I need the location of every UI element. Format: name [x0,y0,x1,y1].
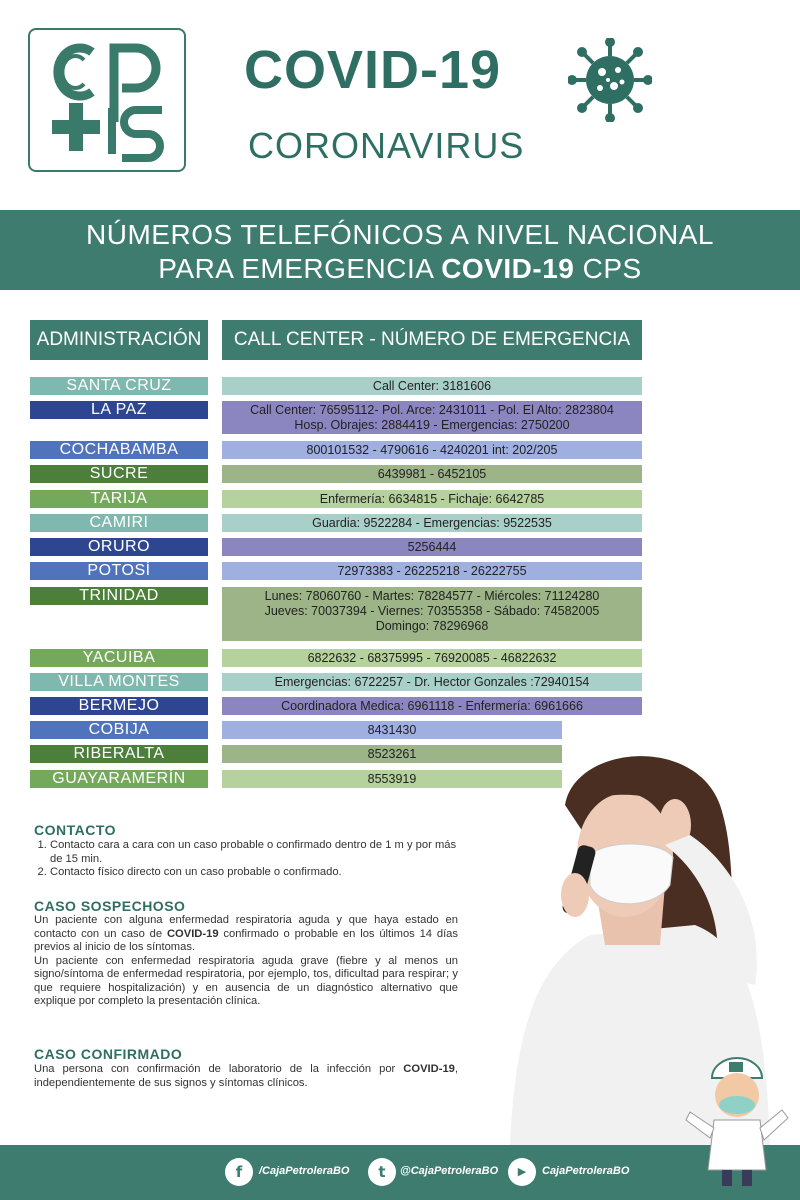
sospechoso-paragraph-2: Un paciente con enfermedad respiratoria aguda grave (fiebre y al menos un signo/síntoma de enfermedad respiratoria, por ejemplo, tos, dificultad para respirar; y que requiere hospitalización) y en ausencia de un diagnóstico alternativo que explique por completo la presentación clínica. [34,954,458,1007]
youtube-link[interactable] [508,1158,633,1186]
phone-line: 8431430 [367,723,417,737]
phone-numbers-cell [222,697,642,715]
city-label: TRINIDAD [30,587,208,605]
banner-line-2-bold: COVID-19 [441,253,575,284]
doctor-mascot-illustration [682,1050,792,1190]
city-label: POTOSÍ [30,562,208,580]
phone-numbers-cell [222,649,642,667]
sospechoso-text [34,914,458,1009]
twitter-handle: @CajaPetroleraBO [400,1165,499,1177]
phone-line: 8553919 [367,772,417,786]
banner-line-2 [0,252,800,286]
city-label: YACUIBA [30,649,208,667]
phone-numbers-cell [222,401,642,434]
sospechoso-p1-bold: COVID-19 [166,927,219,940]
emergency-banner [0,210,800,290]
phone-line: 6439981 - 6452105 [377,467,487,481]
twitter-icon: t [368,1158,396,1186]
confirmado-paragraph [34,1063,458,1090]
city-label: SANTA CRUZ [30,377,208,395]
facebook-link[interactable] [225,1158,350,1186]
contacto-item: 1. Contacto cara a cara con un caso probable o confirmado dentro de 1 m y por más de 15 min. [50,839,458,866]
phone-numbers-cell [222,514,642,532]
confirmado-p-bold: COVID-19 [403,1063,455,1075]
facebook-icon: f [225,1158,253,1186]
confirmado-p-a: Una persona con confirmación de laboratorio de la infección por [34,1063,404,1075]
phone-numbers-cell [222,490,642,508]
city-label: COCHABAMBA [30,441,208,459]
contacto-item: 2. Contacto físico directo con un caso probable o confirmado. [50,866,458,880]
phone-line: Lunes: 78060760 - Martes: 78284577 - Miércoles: 71124280 [264,589,600,603]
confirmado-text [34,1063,458,1090]
city-label: BERMEJO [30,697,208,715]
city-label: COBIJA [30,721,208,739]
city-label: CAMIRI [30,514,208,532]
phone-line: 5256444 [407,540,457,554]
city-label: RIBERALTA [30,745,208,763]
sospechoso-title: CASO SOSPECHOSO [34,898,186,914]
phone-line: Call Center: 76595112- Pol. Arce: 2431011 - Pol. El Alto: 2823804 [250,403,614,417]
virus-icon [568,38,652,122]
phone-line: Enfermería: 6634815 - Fichaje: 6642785 [319,492,545,506]
column-header-call-center: CALL CENTER - NÚMERO DE EMERGENCIA [222,320,642,360]
banner-line-2-suffix: CPS [574,253,642,284]
contacto-list [34,839,458,880]
phone-numbers-cell [222,441,642,459]
phone-line: Jueves: 70037394 - Viernes: 70355358 - Sábado: 74582005 [264,604,600,618]
column-header-admin: ADMINISTRACIÓN [30,320,208,360]
phone-numbers-cell [222,465,642,483]
facebook-handle: /CajaPetroleraBO [259,1165,350,1177]
phone-numbers-cell [222,673,642,691]
phone-line: Call Center: 3181606 [372,379,492,393]
contacto-title: CONTACTO [34,822,117,838]
cps-logo [28,28,186,172]
cps-logo-mark [30,30,184,170]
city-label: SUCRE [30,465,208,483]
page-subtitle: CORONAVIRUS [248,125,525,166]
phone-line: Guardia: 9522284 - Emergencias: 9522535 [312,516,552,530]
city-label: TARIJA [30,490,208,508]
phone-numbers-cell [222,377,642,395]
phone-line: 800101532 - 4790616 - 4240201 int: 202/205 [306,443,558,457]
phone-line: 8523261 [367,747,417,761]
youtube-handle: CajaPetroleraBO [542,1165,630,1177]
phone-numbers-cell [222,562,642,580]
city-label: ORURO [30,538,208,556]
phone-line: 6822632 - 68375995 - 76920085 - 46822632 [307,651,557,665]
sospechoso-paragraph-1 [34,914,458,955]
city-label: LA PAZ [30,401,208,419]
city-label: VILLA MONTES [30,673,208,691]
sospechoso-p1-a: Un paciente con alguna enfermedad respiratoria aguda y que haya estado en contacto con un caso de [34,914,458,940]
phone-numbers-cell [222,587,642,641]
city-label: GUAYARAMERÍN [30,770,208,788]
phone-line: Domingo: 78296968 [375,619,489,633]
banner-line-2-prefix: PARA EMERGENCIA [158,253,442,284]
youtube-icon: ▶ [508,1158,536,1186]
twitter-link[interactable] [368,1158,499,1186]
banner-line-1: NÚMEROS TELEFÓNICOS A NIVEL NACIONAL [86,219,714,250]
phone-line: Emergencias: 6722257 - Dr. Hector Gonzales :72940154 [274,675,590,689]
confirmado-title: CASO CONFIRMADO [34,1046,183,1062]
phone-numbers-cell [222,721,562,739]
phone-line: Coordinadora Medica: 6961118 - Enfermería: 6961666 [281,699,583,713]
phone-numbers-cell [222,538,642,556]
phone-line: 72973383 - 26225218 - 26222755 [337,564,527,578]
sospechoso-p1-b: confirmado o probable en los últimos 14 días previos al inicio de los síntomas. [34,927,458,953]
page-title: COVID-19 [244,40,502,100]
phone-line: Hosp. Obrajes: 2884419 - Emergencias: 2750200 [294,418,570,432]
confirmado-p-b: , independientemente de sus signos y síntomas clínicos. [34,1063,458,1089]
